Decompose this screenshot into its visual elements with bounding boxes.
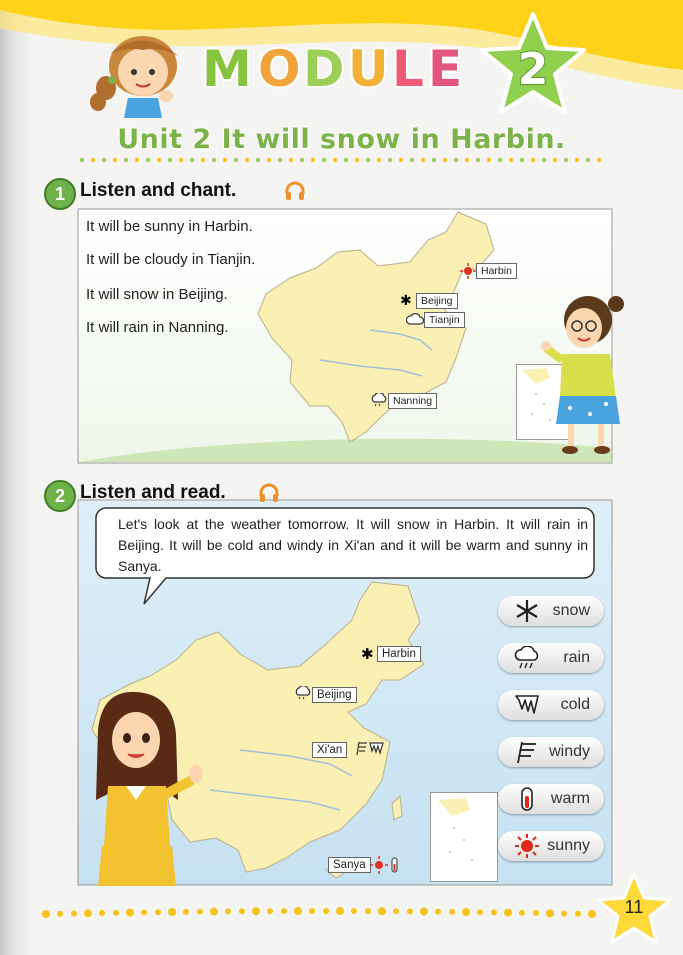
- module-letter: L: [392, 40, 424, 98]
- weather-button-label: snow: [552, 602, 590, 619]
- page-number: 11: [624, 897, 644, 917]
- weather-button-label: sunny: [547, 837, 590, 854]
- sun-icon: [460, 263, 476, 279]
- module-letter: M: [202, 40, 252, 98]
- snowflake-icon: ✱: [400, 292, 412, 308]
- section-title: Listen and read.: [80, 482, 226, 503]
- weather-button-snow[interactable]: [498, 596, 604, 626]
- map-label-beijing: Beijing: [416, 293, 458, 309]
- module-letter: D: [303, 40, 345, 98]
- section-number: 2: [44, 480, 76, 512]
- sun-icon: [514, 834, 540, 858]
- rain-cloud-icon: [294, 686, 312, 700]
- section-title: Listen and chant.: [80, 180, 237, 201]
- inset-map: [430, 792, 498, 882]
- speech-bubble-text: Let's look at the weather tomorrow. It will snow in Harbin. It will rain in Beijing. It will be cold and windy in Xi'an and it will be warm and sunny in Sanya.: [118, 516, 588, 574]
- cloud-icon: [406, 313, 424, 325]
- headphones-icon[interactable]: [284, 180, 306, 202]
- weather-button-label: rain: [563, 649, 590, 666]
- wind-cold-icon: [355, 740, 385, 756]
- section-number: 1: [44, 178, 76, 210]
- map-label-beijing: Beijing: [312, 687, 357, 703]
- weather-button-cold[interactable]: [498, 690, 604, 720]
- unit-title: Unit 2 It will snow in Harbin.: [117, 124, 566, 155]
- weather-button-label: warm: [550, 790, 590, 807]
- girl-character-header: [88, 26, 200, 118]
- thermometer-icon: [514, 787, 540, 811]
- chant-line: It will rain in Nanning.: [86, 319, 229, 336]
- chant-line: It will be cloudy in Tianjin.: [86, 251, 256, 268]
- snowflake-icon: ✱: [361, 646, 374, 663]
- title-dot-divider: [78, 157, 608, 163]
- woman-character: [88, 690, 208, 886]
- wind-flag-icon: [514, 740, 540, 764]
- map-label-tianjin: Tianjin: [424, 312, 465, 328]
- rain-cloud-icon: [370, 393, 388, 407]
- china-map: [250, 210, 520, 448]
- sun-warm-icon: [370, 856, 402, 874]
- icicles-icon: [514, 693, 540, 717]
- map-label-harbin: Harbin: [476, 263, 517, 279]
- chant-line: It will snow in Beijing.: [86, 286, 228, 303]
- map-label-nanning: Nanning: [388, 393, 437, 409]
- module-letter: E: [428, 40, 463, 98]
- weather-button-rain[interactable]: [498, 643, 604, 673]
- module-number-star: [478, 12, 588, 116]
- bottom-dot-divider: [40, 904, 600, 922]
- weather-button-warm[interactable]: [498, 784, 604, 814]
- map-label-xian: Xi'an: [312, 742, 347, 758]
- chant-line: It will be sunny in Harbin.: [86, 218, 253, 235]
- map-label-sanya: Sanya: [328, 857, 371, 873]
- teacher-character: [540, 290, 624, 456]
- weather-button-sunny[interactable]: [498, 831, 604, 861]
- weather-button-label: windy: [549, 743, 590, 760]
- rain-cloud-icon: [514, 646, 542, 670]
- weather-button-label: cold: [560, 696, 590, 713]
- module-number: 2: [517, 44, 549, 95]
- headphones-icon[interactable]: [258, 482, 280, 504]
- module-letter: O: [258, 40, 301, 98]
- snowflake-icon: [514, 599, 540, 623]
- map-label-harbin: Harbin: [377, 646, 421, 662]
- module-letter: U: [348, 40, 389, 98]
- weather-button-windy[interactable]: [498, 737, 604, 767]
